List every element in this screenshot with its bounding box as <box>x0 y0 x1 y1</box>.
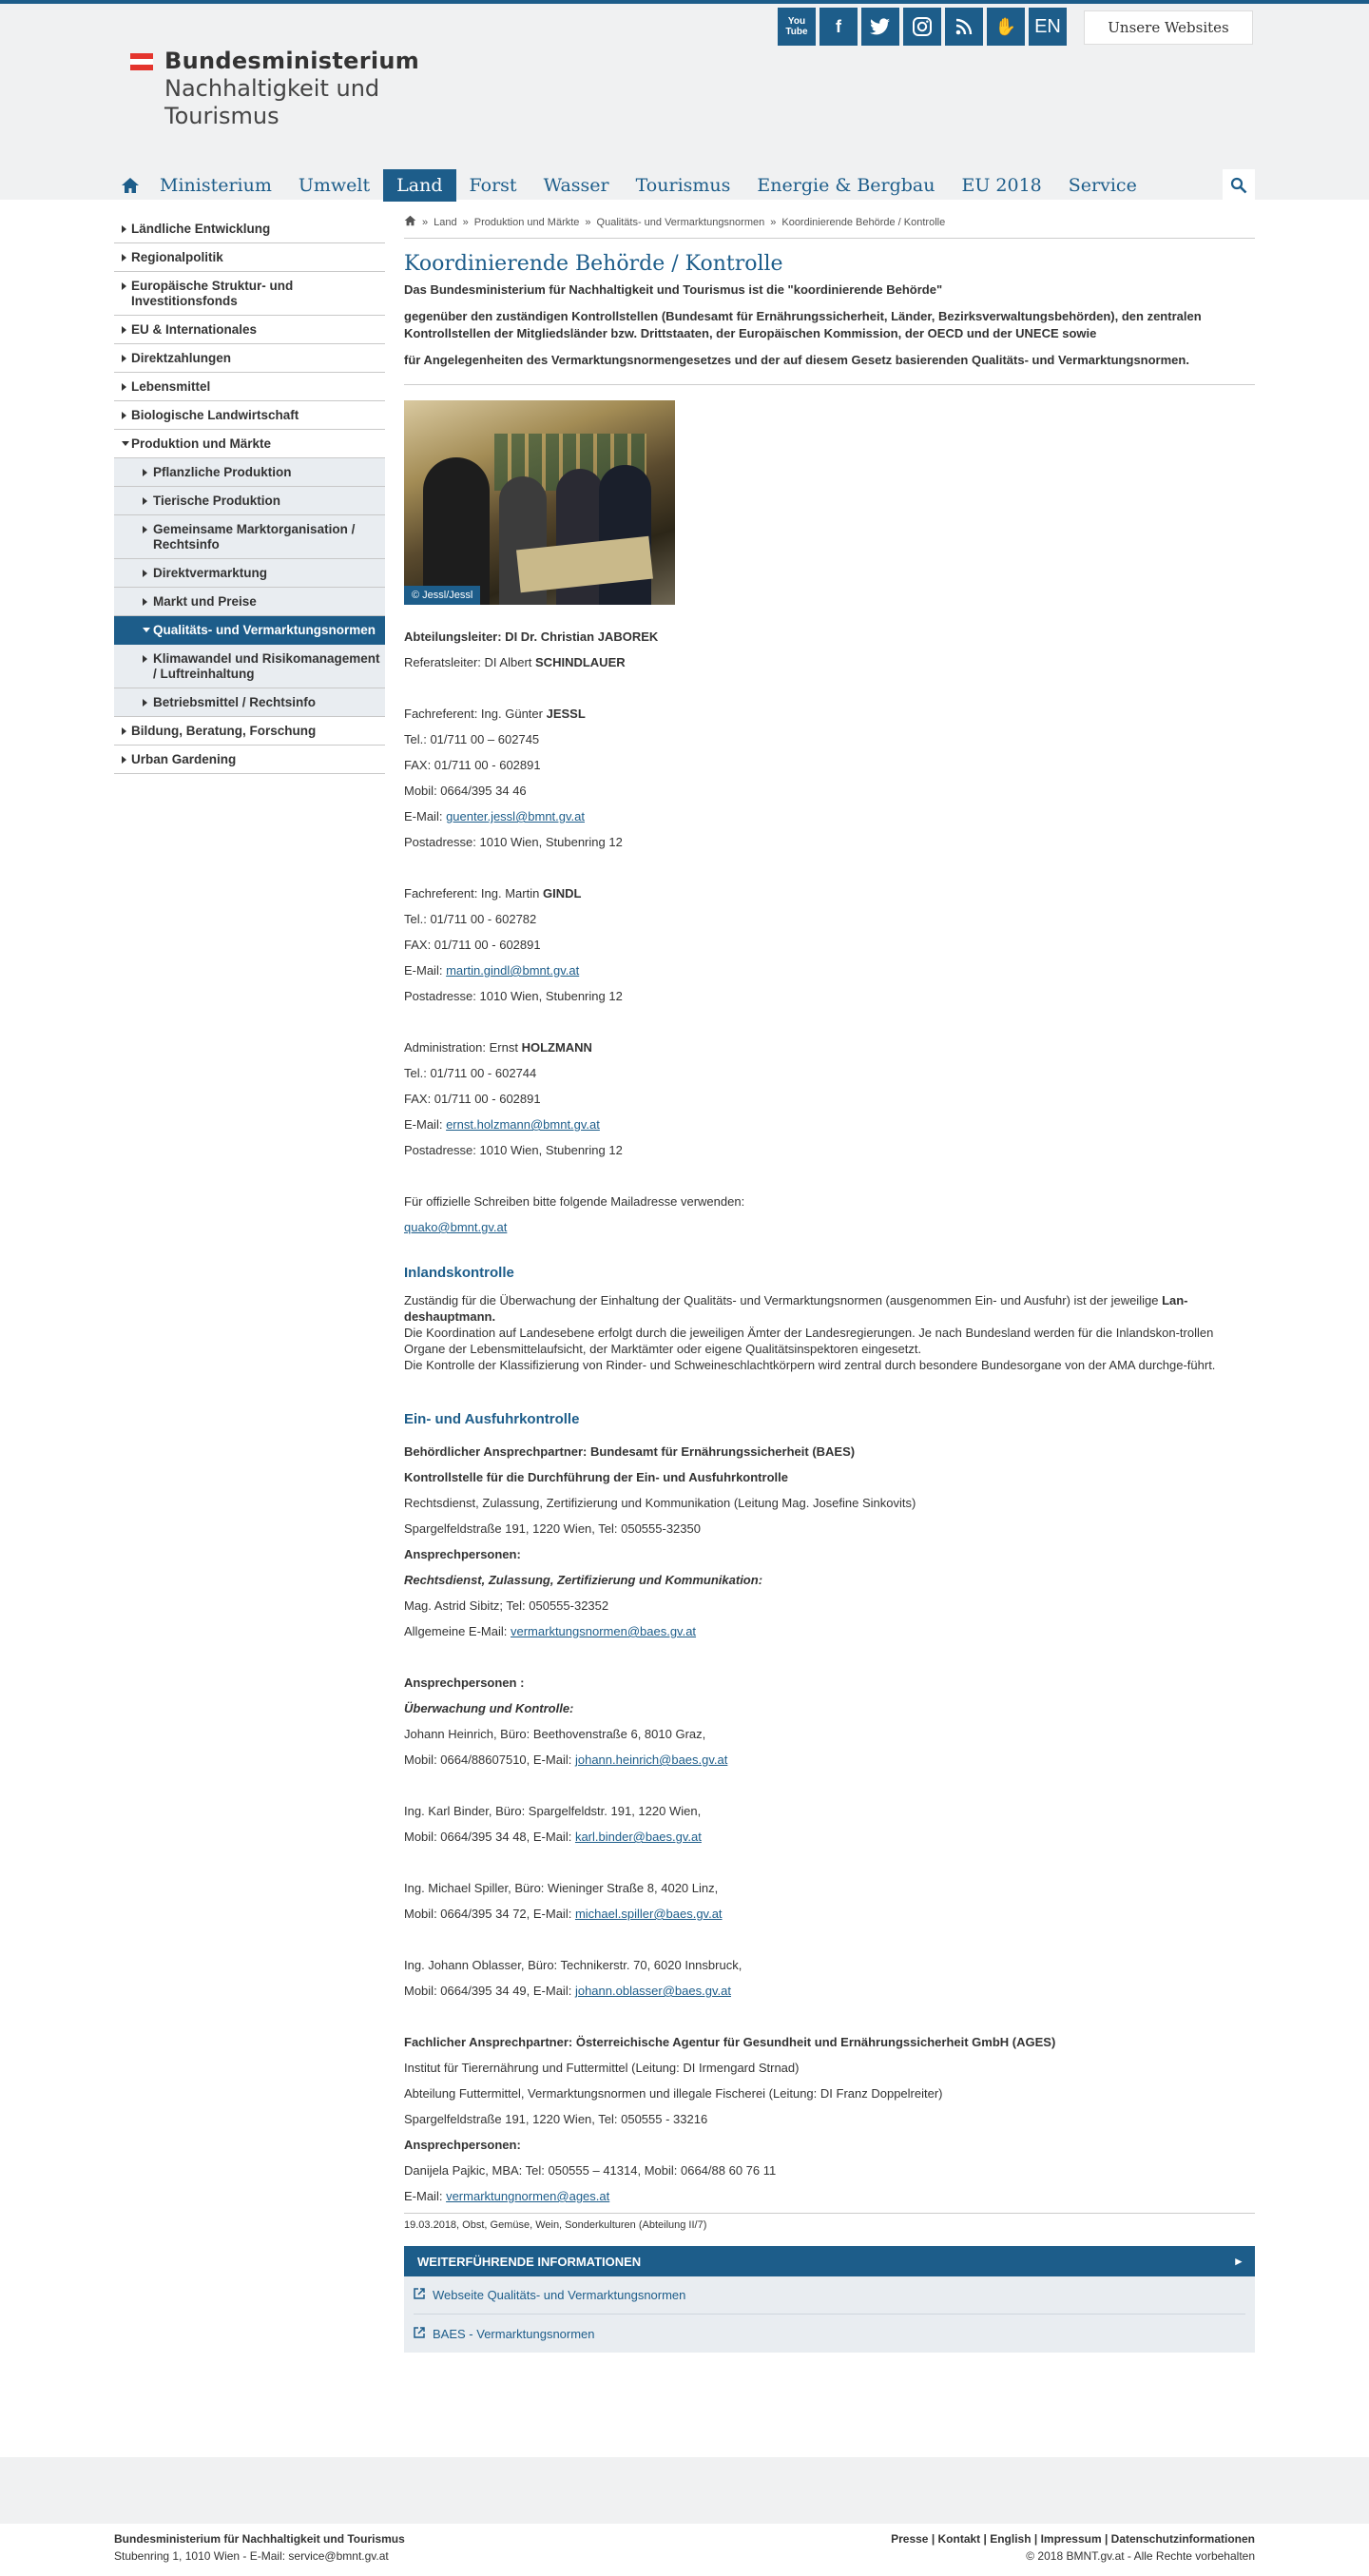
sidebar-item-direktzahlungen[interactable]: Direktzahlungen <box>114 344 385 373</box>
ausfuhr-contacts: Behördlicher Ansprechpartner: Bundesamt für Ernährungssicherheit (BAES) Kontrollstelle für die Durchführung der Ein- und Ausfuhrkontrolle Rechtsdienst, Zulassung, Zertifizierung und Kommunikation (Leitung Mag. Josefine Sinkovits) Spargelfeldstraße 191, 1220 Wien, Tel: 050555-32350 Ansprechpersonen: Rechtsdienst, Zulassung, Zertifizierung und Kommunikation: Mag. Astrid Sibitz; Tel: 050555-32352 Allgemeine E-Mail: vermarktungsnormen@baes.gv.at Ansprechpersonen : Überwachung und Kontrolle: Johann Heinrich, Büro: Beethovenstraße 6, 8010 Graz, Mobil: 0664/88607510, E-Mail: johann.heinrich@baes.gv.at Ing. Karl Binder, Büro: Spargelfeldstr. 191, 1220 Wien, Mobil: 0664/395 34 48, E-Mail: karl.binder@baes.gv.at Ing. Michael Spiller, Büro: Wieninger Straße 8, 4020 Linz, Mobil: 0664/395 34 72, E-Mail: michael.spiller@baes.gv.at Ing. Johann Oblasser, Büro: Technikerstr. 70, 6020 Innsbruck, Mobil: 0664/395 34 49, E-Mail: johann.oblasser@baes.gv.at Fachlicher Ansprechpartner: Österreichische Agentur für Gesundheit und Ernährungssicherheit GmbH (AGES) Institut für Tierernährung und Futtermittel (Leitung: DI Irmengard Strnad) Abteilung Futtermittel, Vermarktungsnormen und illegale Fischerei (Leitung: DI Franz Doppelreiter) Spargelfeldstraße 191, 1220 Wien, Tel: 050555 - 33216 Ansprechpersonen: Danijela Pajkic, MBA: Tel: 050555 – 41314, Mobil: 0664/88 60 76 11 E-Mail: vermarktungnormen@ages.at <box>404 1444 1056 2203</box>
inspection-photo <box>404 400 675 605</box>
gindl-email-link[interactable]: martin.gindl@bmnt.gv.at <box>446 963 580 978</box>
referatsleiter: Referatsleiter: DI Albert SCHINDLAUER <box>404 655 626 669</box>
nav-tourismus[interactable]: Tourismus <box>635 175 731 196</box>
holzmann-fax: FAX: 01/711 00 - 602891 <box>404 1092 541 1106</box>
further-information-toggle[interactable] <box>404 2246 1255 2276</box>
home-icon[interactable] <box>114 169 146 202</box>
footer-link-impressum[interactable]: Impressum <box>1040 2532 1102 2546</box>
nav-energie-bergbau[interactable]: Energie & Bergbau <box>757 175 935 196</box>
our-websites-button[interactable]: Unsere Websites <box>1084 10 1253 45</box>
inlandskontrolle-heading: Inlandskontrolle <box>404 1265 514 1281</box>
chevron-right-icon: ▸ <box>1235 2254 1242 2268</box>
nav-ministerium[interactable]: Ministerium <box>160 175 272 196</box>
holzmann-post: Postadresse: 1010 Wien, Stubenring 12 <box>404 1143 623 1157</box>
footer-link-english[interactable]: English <box>990 2532 1032 2546</box>
footer-org: Bundesministerium für Nachhaltigkeit und Tourismus <box>114 2532 405 2546</box>
footer-address-line: Stubenring 1, 1010 Wien - E-Mail: service@bmnt.gv.at <box>114 2549 389 2563</box>
nav-umwelt[interactable]: Umwelt <box>298 175 371 196</box>
sidebar-item-produktion-maerkte[interactable]: Produktion und Märkte <box>114 430 385 458</box>
gindl-post: Postadresse: 1010 Wien, Stubenring 12 <box>404 989 623 1003</box>
baes-general-email-link[interactable]: vermarktungsnormen@baes.gv.at <box>511 1624 697 1638</box>
abteilungsleiter: Abteilungsleiter: DI Dr. Christian JABOREK <box>404 629 659 644</box>
footer-link-datenschutz[interactable]: Datenschutzinformationen <box>1110 2532 1255 2546</box>
further-information-heading: WEITERFÜHRENDE INFORMATIONEN <box>417 2254 642 2269</box>
jessl-name: Fachreferent: Ing. Günter JESSL <box>404 707 586 721</box>
jessl-post: Postadresse: 1010 Wien, Stubenring 12 <box>404 835 623 849</box>
youtube-icon[interactable]: You Tube <box>778 8 816 46</box>
austria-flag-icon <box>130 53 153 70</box>
contact-list: Abteilungsleiter: DI Dr. Christian JABOREK Referatsleiter: DI Albert SCHINDLAUER Fachreferent: Ing. Günter JESSL Tel.: 01/711 00 – 602745 FAX: 01/711 00 - 602891 Mobil: 0664/395 34 46 E-Mail: guenter.jessl@bmnt.gv.at Postadresse: 1010 Wien, Stubenring 12 Fachreferent: Ing. Martin GINDL Tel.: 01/711 00 - 602782 FAX: 01/711 00 - 602891 E-Mail: martin.gindl@bmnt.gv.at Postadresse: 1010 Wien, Stubenring 12 Administration: Ernst HOLZMANN Tel.: 01/711 00 - 602744 FAX: 01/711 00 - 602891 E-Mail: ernst.holzmann@bmnt.gv.at Postadresse: 1010 Wien, Stubenring 12 Für offizielle Schreiben bitte folgende Mailadresse verwenden: quako@bmnt.gv.at <box>404 624 1255 1240</box>
brand-line-3: Tourismus <box>164 103 280 129</box>
external-link-icon <box>414 2327 425 2341</box>
ministry-logo[interactable] <box>130 48 419 130</box>
photo-credit: © Jessl/Jessl <box>404 586 480 605</box>
twitter-icon[interactable] <box>861 8 899 46</box>
sidebar-item-laendliche-entwicklung[interactable]: Ländliche Entwicklung <box>114 215 385 243</box>
breadcrumb-land[interactable]: Land <box>434 216 457 228</box>
page <box>0 4 1369 2341</box>
nav-eu-2018[interactable]: EU 2018 <box>961 175 1042 196</box>
breadcrumb-home-icon[interactable] <box>404 215 416 229</box>
intro-2: gegenüber den zuständigen Kontrollstellen (Bundesamt für Ernährungssicherheit, Länder, Bezirksverwaltungsbehörden), den zentralen Kontrollstellen der Mitgliedsländer bzw. Drittstaaten, der Europäischen Kommission, der OECD und der UNECE sowie <box>404 309 1202 340</box>
rss-icon[interactable] <box>945 8 983 46</box>
holzmann-name: Administration: Ernst HOLZMANN <box>404 1040 592 1055</box>
further-link-normen[interactable]: Webseite Qualitäts- und Vermarktungsnormen <box>414 2276 1245 2315</box>
page-footnote: 19.03.2018, Obst, Gemüse, Wein, Sonderkulturen (Abteilung II/7) <box>404 2213 1255 2231</box>
sidebar-item-regionalpolitik[interactable]: Regionalpolitik <box>114 243 385 272</box>
sidebar-navigation <box>114 215 385 774</box>
sidebar-item-betriebsmittel[interactable]: Betriebsmittel / Rechtsinfo <box>114 688 385 717</box>
sidebar-item-pflanzliche-produktion[interactable]: Pflanzliche Produktion <box>114 458 385 487</box>
sidebar-item-eu-internationales[interactable]: EU & Internationales <box>114 316 385 344</box>
binder-email-link[interactable]: karl.binder@baes.gv.at <box>574 1830 702 1844</box>
page-title: Koordinierende Behörde / Kontrolle <box>404 252 783 276</box>
breadcrumb-normen[interactable]: Qualitäts- und Vermarktungsnormen <box>596 216 765 228</box>
sidebar-item-lebensmittel[interactable]: Lebensmittel <box>114 373 385 401</box>
intro-3: für Angelegenheiten des Vermarktungsnormengesetzes und der auf diesem Gesetz basierenden Qualitäts- und Vermarktungsnormen. <box>404 353 1189 367</box>
ages-email-link[interactable]: vermarktungnormen@ages.at <box>446 2189 610 2203</box>
breadcrumb-current: Koordinierende Behörde / Kontrolle <box>781 216 946 228</box>
heinrich-email-link[interactable]: johann.heinrich@baes.gv.at <box>574 1753 728 1767</box>
sidebar-item-biologische-landwirtschaft[interactable]: Biologische Landwirtschaft <box>114 401 385 430</box>
jessl-tel: Tel.: 01/711 00 – 602745 <box>404 732 540 746</box>
nav-land[interactable]: Land <box>383 169 455 202</box>
social-links <box>778 8 1067 46</box>
brand-line-2: Nachhaltigkeit und <box>164 75 380 102</box>
gindl-fax: FAX: 01/711 00 - 602891 <box>404 938 541 952</box>
intro-1: Das Bundesministerium für Nachhaltigkeit und Tourismus ist die "koordinierende Behörde" <box>404 282 943 297</box>
footer-links: Presse | Kontakt | English | Impressum | Datenschutzinformationen © 2018 BMNT.gv.at - Alle Rechte vorbehalten <box>891 2532 1255 2563</box>
further-link-baes[interactable]: BAES - Vermarktungsnormen <box>414 2315 1245 2353</box>
inlandskontrolle-text: Zuständig für die Überwachung der Einhaltung der Qualitäts- und Vermarktungsnormen (ausgenommen Ein- und Ausfuhr) ist der jeweilige Lan-deshauptmann. Die Koordination auf Landesebene erfolgt durch die jeweiligen Ämter der Landesregierungen. Je nach Bundesland werden für die Inlandskon-trollen Organe der Lebensmittelaufsicht, der Marktämter oder eigene Qualitätsinspektoren eingesetzt. Die Kontrolle der Klassifizierung von Rinder- und Schweineschlachtkörpern wird zentral durch besondere Bundesorgane von der AMA durchge-führt. <box>404 1293 1216 1372</box>
sidebar-item-bildung[interactable]: Bildung, Beratung, Forschung <box>114 717 385 746</box>
jessl-email-link[interactable]: guenter.jessl@bmnt.gv.at <box>446 809 585 823</box>
sidebar-item-markt-preise[interactable]: Markt und Preise <box>114 588 385 616</box>
intro-text <box>404 281 1255 369</box>
breadcrumb: » Land » Produktion und Märkte » Qualitäts- und Vermarktungsnormen » Koordinierende Behörde / Kontrolle <box>404 215 1255 239</box>
external-link-icon <box>414 2288 425 2302</box>
nav-wasser[interactable]: Wasser <box>543 175 609 196</box>
sidebar-item-direktvermarktung[interactable]: Direktvermarktung <box>114 559 385 588</box>
holzmann-tel: Tel.: 01/711 00 - 602744 <box>404 1066 537 1080</box>
breadcrumb-produktion[interactable]: Produktion und Märkte <box>473 216 580 228</box>
language-en-button[interactable]: EN <box>1029 8 1067 46</box>
footer-copyright: © 2018 BMNT.gv.at - Alle Rechte vorbehalten <box>1026 2549 1255 2563</box>
ausfuhrkontrolle-heading: Ein- und Ausfuhrkontrolle <box>404 1411 580 1427</box>
sidebar-item-struktur-investitionsfonds[interactable]: Europäische Struktur- und Investitionsfonds <box>114 272 385 316</box>
gindl-name: Fachreferent: Ing. Martin GINDL <box>404 886 582 901</box>
jessl-mobil: Mobil: 0664/395 34 46 <box>404 784 527 798</box>
footer-address <box>114 2530 405 2565</box>
sidebar-item-tierische-produktion[interactable]: Tierische Produktion <box>114 487 385 515</box>
official-mail-text: Für offizielle Schreiben bitte folgende Mailadresse verwenden: <box>404 1194 745 1209</box>
site-header <box>0 4 1369 200</box>
brand-line-1: Bundesministerium <box>164 48 420 74</box>
official-email-link[interactable]: quako@bmnt.gv.at <box>404 1220 508 1234</box>
sign-language-icon[interactable]: ✋ <box>987 8 1025 46</box>
instagram-icon[interactable] <box>903 8 941 46</box>
further-information-box <box>404 2246 1255 2353</box>
jessl-fax: FAX: 01/711 00 - 602891 <box>404 758 541 772</box>
gindl-tel: Tel.: 01/711 00 - 602782 <box>404 912 537 926</box>
footer-link-kontakt[interactable]: Kontakt <box>937 2532 981 2546</box>
holzmann-email-link[interactable]: ernst.holzmann@bmnt.gv.at <box>446 1117 600 1132</box>
footer-link-presse[interactable]: Presse <box>891 2532 929 2546</box>
main-content <box>404 215 1255 2353</box>
nav-forst[interactable]: Forst <box>469 175 517 196</box>
search-icon[interactable] <box>1223 169 1255 202</box>
main-navigation <box>114 169 1255 202</box>
oblasser-email-link[interactable]: johann.oblasser@baes.gv.at <box>574 1984 731 1998</box>
spiller-email-link[interactable]: michael.spiller@baes.gv.at <box>574 1907 723 1921</box>
facebook-icon[interactable]: f <box>819 8 858 46</box>
sidebar-item-klimawandel[interactable]: Klimawandel und Risikomanagement / Luftreinhaltung <box>114 645 385 688</box>
sidebar-item-qualitaets-vermarktungsnormen[interactable]: Qualitäts- und Vermarktungsnormen <box>114 616 385 645</box>
sidebar-item-urban-gardening[interactable]: Urban Gardening <box>114 746 385 774</box>
nav-service[interactable]: Service <box>1068 175 1137 196</box>
sidebar-item-marktorganisation[interactable]: Gemeinsame Marktorganisation / Rechtsinfo <box>114 515 385 559</box>
